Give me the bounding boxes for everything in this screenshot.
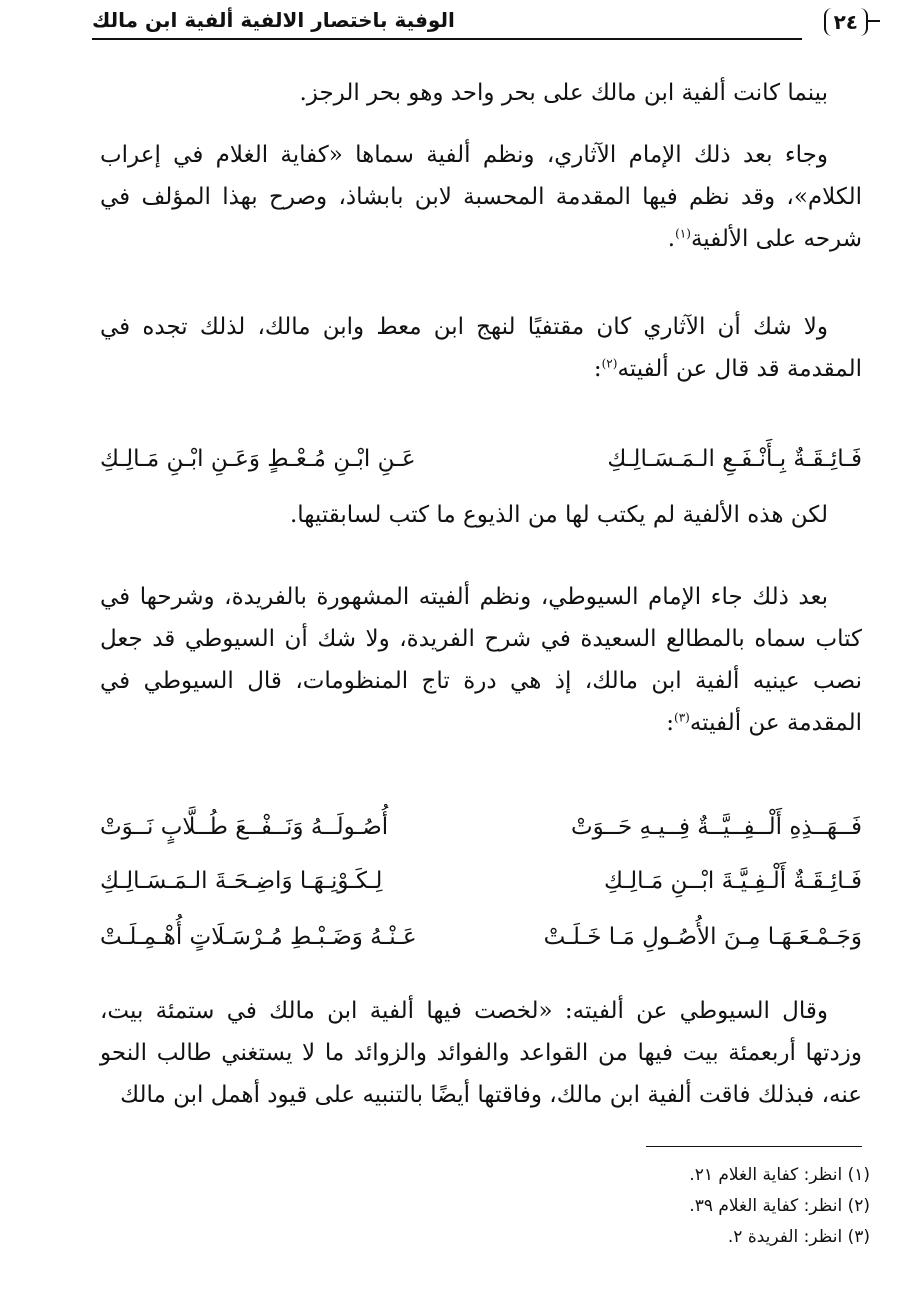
verse-1-first-hemistich: فَـائِـقَـةٌ بِـأَنْـفَـعِ الـمَـسَـالِـكِ [607,446,862,472]
paragraph-1-text: بينما كانت ألفية ابن مالك على بحر واحد وهو بحر الرجز. [299,80,828,106]
running-header [92,6,880,42]
footnote-3: (٣) انظر: الفريدة ٢. [727,1227,870,1247]
paragraph-6 [100,990,862,1116]
paragraph-2-end: . [667,226,676,252]
verse-4 [100,914,862,960]
verse-2 [100,804,862,850]
paragraph-3-text: ولا شك أن الآثاري كان مقتفيًا لنهج ابن معط وابن مالك، لذلك تجده في المقدمة قد قال عن ألفيته [100,314,862,382]
header-title: الوفية باختصار الالفية ألفية ابن مالك [92,8,455,32]
verse-3-second-hemistich: لِـكَـوْنِـهَـا وَاضِـحَـةَ الـمَـسَـالِـكِ [100,868,383,894]
footnote-ref-3: (٣) [674,710,690,725]
verse-3 [100,858,862,904]
paragraph-2-text: وجاء بعد ذلك الإمام الآثاري، ونظم ألفية سماها «كفاية الغلام في إعراب الكلام»، وقد نظم فيها المقدمة المحسبة لابن بابشاذ، وصرح بهذا المؤلف في شرحه على الألفية [100,142,862,252]
footnote-1: (١) انظر: كفاية الغلام ٢١. [689,1165,870,1185]
verse-4-second-hemistich: عَـنْـهُ وَضَـبْـطِ مُـرْسَـلَاتٍ أُهْـمِـلَـتْ [100,924,417,950]
verse-2-second-hemistich: أُصُـولَــهُ وَنَــفْــعَ طُــلَّابٍ نَــوَتْ [100,814,389,840]
paragraph-4-text: لكن هذه الألفية لم يكتب لها من الذيوع ما كتب لسابقتيها. [289,502,828,528]
footnote-ref-2: (٢) [601,356,618,371]
paragraph-5 [100,576,862,744]
paragraph-3-end: : [593,356,602,382]
paragraph-1 [100,72,862,114]
paragraph-6-text: وقال السيوطي عن ألفيته: «لخصت فيها ألفية ابن مالك في ستمئة بيت، وزدتها أربعمئة بيت فيها من القواعد والفوائد والزوائد ما لا يستغني طالب النحو عنه، فبذلك فاقت ألفية ابن مالك، وفاقتها أيضًا بالتنبيه على قيود أهمل ابن مالك [100,998,862,1108]
footnote-2: (٢) انظر: كفاية الغلام ٣٩. [689,1196,870,1216]
footnote-ref-1: (١) [675,226,691,241]
header-tick [868,20,880,22]
verse-3-first-hemistich: فَـائِـقَـةٌ أَلْـفِـيَّـةَ ابْــنِ مَـالِـكِ [603,868,862,894]
paragraph-3 [100,306,862,390]
verse-2-first-hemistich: فَــهَــذِهِ أَلْــفِــيَّــةٌ فِــيـهِ حَــوَتْ [570,814,862,840]
verse-1 [100,436,862,482]
verse-4-first-hemistich: وَجَـمْـعَـهَـا مِـنَ الأُصُـولِ مَـا خَـلَـتْ [543,924,862,950]
paragraph-5-text: بعد ذلك جاء الإمام السيوطي، ونظم ألفيته المشهورة بالفريدة، وشرحها في كتاب سماه بالمطالع السعيدة في شرح الفريدة، ولا شك أن السيوطي قد جعل نصب عينيه ألفية ابن مالك، إذ هي درة تاج المنظومات، قال السيوطي في المقدمة عن ألفيته [100,584,862,736]
footnotes [370,1160,870,1253]
verse-1-second-hemistich: عَـنِ ابْـنِ مُـعْـطٍ وَعَـنِ ابْـنِ مَـالِـكِ [100,446,416,472]
paragraph-5-end: : [666,710,675,736]
footnote-separator [646,1146,862,1147]
header-rule [92,38,802,40]
page-number: ٢٤ [824,8,868,36]
paragraph-4 [100,494,862,536]
paragraph-2 [100,134,862,260]
